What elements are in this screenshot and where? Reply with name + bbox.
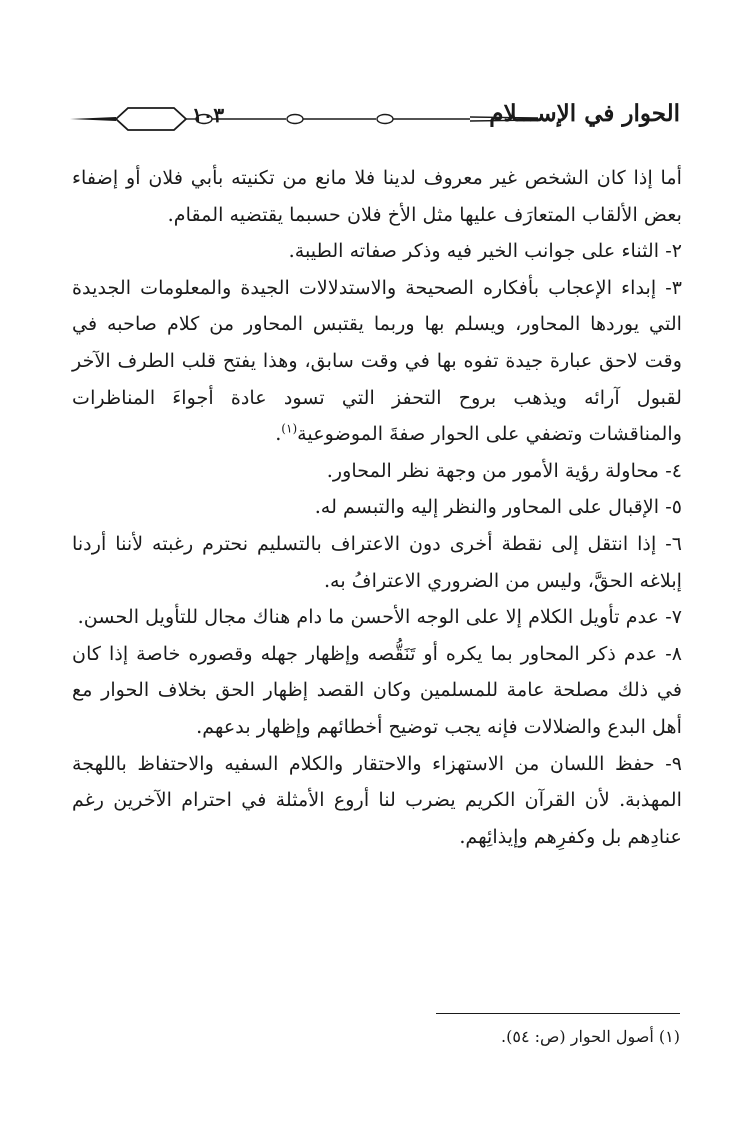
- list-item: [72, 636, 682, 746]
- footnote-reference[interactable]: (١): [281, 421, 298, 436]
- item-number: ٤-: [665, 458, 682, 482]
- list-item: [72, 746, 682, 856]
- footnote: [300, 1023, 680, 1051]
- header-ornament: [70, 104, 538, 134]
- list-item: [72, 453, 682, 490]
- item-text: عدم تأويل الكلام إلا على الوجه الأحسن ما دام هناك مجال للتأويل الحسن.: [77, 605, 660, 629]
- page-number: ١٠٣: [191, 103, 225, 127]
- item-text: إبداء الإعجاب بأفكاره الصحيحة والاستدلالات الجيدة والمعلومات الجديدة التي يوردها المحاور، ويسلم بها وربما يقتبس المحاور من كلام صاحبه في وقت لاحق عبارة جيدة تفوه بها في وقت سابق، وهذا يفتح قلب الطرف الآخر لقبول آرائه ويذهب بروح التحفز التي تسود عادة أجواءَ المناظرات والمناقشات وتضفي على الحوار صفةَ الموضوعية: [72, 275, 682, 446]
- item-number: ٣-: [665, 275, 682, 299]
- list-item: [72, 233, 682, 270]
- list-item: [72, 526, 682, 599]
- intro-paragraph: أما إذا كان الشخص غير معروف لدينا فلا مانع من تكنيته بأبي فلان أو إضفاء بعض الألقاب المتعارَف عليها مثل الأخ فلان حسبما يقتضيه المقام.: [72, 166, 682, 226]
- list-item: [72, 270, 682, 453]
- item-text: حفظ اللسان من الاستهزاء والاحتقار والكلام السفيه والاحتفاظ باللهجة المهذبة. لأن القرآن الكريم يضرب لنا أروع الأمثلة في احترام الآخرين رغم عنادِهم بل وكفرِهم وإيذائِهم.: [72, 751, 682, 848]
- item-text: إذا انتقل إلى نقطة أخرى دون الاعتراف بالتسليم نحترم رغبته لأننا أردنا إبلاغه الحقَّ، وليس من الضروري الاعترافُ به.: [72, 531, 682, 592]
- footnote-mark: (١): [658, 1027, 680, 1046]
- item-text: الإقبال على المحاور والنظر إليه والتبسم له.: [314, 495, 660, 519]
- item-text: عدم ذكر المحاور بما يكره أو تَنَقُّصه وإظهار جهله وقصوره خاصة إذا كان في ذلك مصلحة عامة للمسلمين وكان القصد إظهار الحق بخلاف الحوار مع أهل البدع والضلالات فإنه يجب توضيح أخطائهم وإظهار بدعهم.: [72, 641, 682, 738]
- item-tail: .: [275, 422, 282, 446]
- list-item: [72, 489, 682, 526]
- running-header: [70, 98, 680, 142]
- item-number: ٢-: [665, 239, 682, 263]
- item-number: ٥-: [665, 495, 682, 519]
- body-text: [72, 160, 682, 855]
- item-text: الثناء على جوانب الخير فيه وذكر صفاته الطيبة.: [288, 239, 660, 263]
- footnote-separator: [436, 1013, 680, 1014]
- item-number: ٦-: [665, 531, 682, 555]
- footnote-text: أصول الحوار (ص: ٥٤).: [501, 1027, 654, 1046]
- item-number: ٨-: [665, 641, 682, 665]
- item-text: محاولة رؤية الأمور من وجهة نظر المحاور.: [326, 458, 660, 482]
- list-item: [72, 599, 682, 636]
- item-number: ٩-: [665, 751, 682, 775]
- item-number: ٧-: [665, 605, 682, 629]
- book-title: الحوار في الإســـلام: [489, 100, 680, 127]
